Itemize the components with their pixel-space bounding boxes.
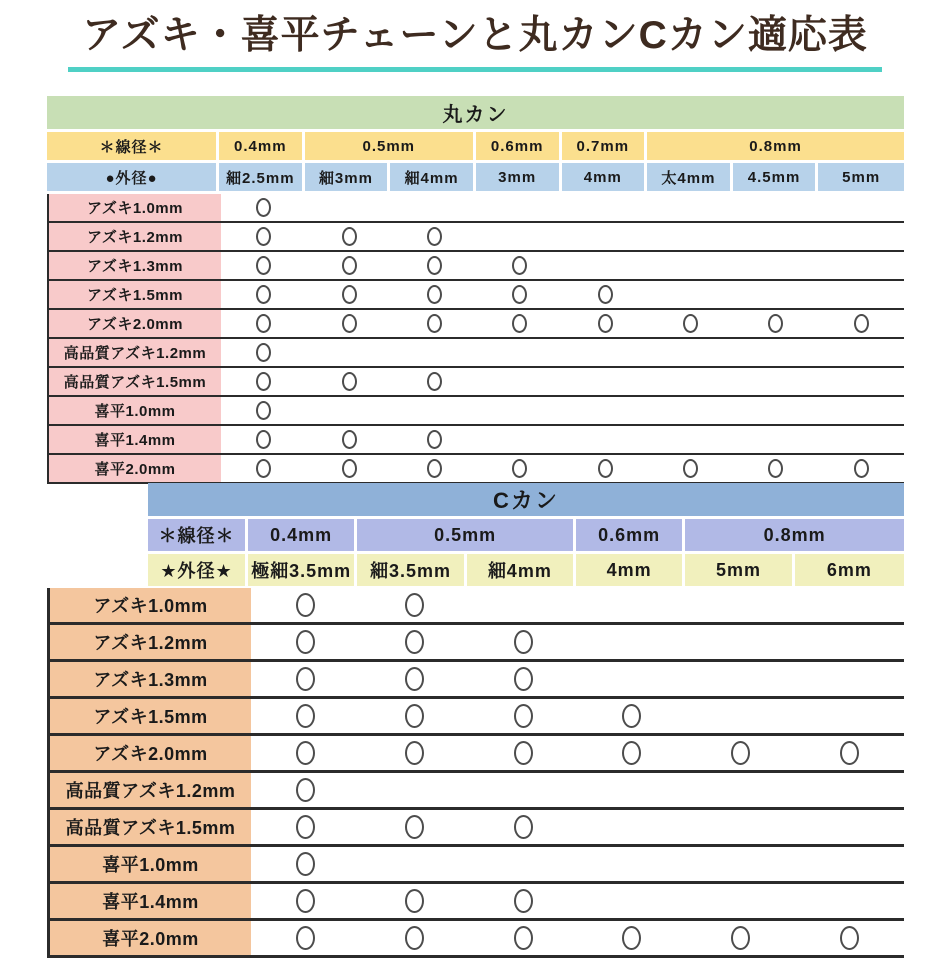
empty-cell xyxy=(795,699,904,733)
empty-cell xyxy=(648,252,733,279)
table-row-アズキ1.0mm xyxy=(47,194,904,223)
empty-cell xyxy=(686,625,795,659)
compatible-cell xyxy=(392,426,477,453)
compatible-cell xyxy=(221,397,306,424)
outer-diameter-4mm: 4mm xyxy=(576,554,685,586)
circle-mark-icon xyxy=(256,198,271,217)
circle-mark-icon xyxy=(256,343,271,362)
table-row-喜平2.0mm xyxy=(47,455,904,484)
table-row-アズキ1.2mm xyxy=(47,625,904,662)
empty-cell xyxy=(795,588,904,622)
wire-diameter-0.5mm: 0.5mm xyxy=(357,519,576,551)
compatible-cell xyxy=(477,252,562,279)
compatible-cell xyxy=(360,588,469,622)
empty-cell xyxy=(360,847,469,881)
circle-mark-icon xyxy=(342,256,357,275)
circle-mark-icon xyxy=(405,704,424,728)
compatible-cell xyxy=(221,281,306,308)
chain-label: 喜平2.0mm xyxy=(50,921,251,955)
circle-mark-icon xyxy=(427,459,442,478)
marukan-outer-diameter-row xyxy=(47,163,904,191)
circle-mark-icon xyxy=(405,815,424,839)
chain-label: アズキ1.5mm xyxy=(49,281,221,308)
table-row-アズキ1.5mm xyxy=(47,281,904,310)
circle-mark-icon xyxy=(405,889,424,913)
table-row-喜平1.0mm xyxy=(47,847,904,884)
circle-mark-icon xyxy=(296,778,315,802)
empty-cell xyxy=(819,368,904,395)
empty-cell xyxy=(578,625,687,659)
chain-label: 喜平1.4mm xyxy=(49,426,221,453)
outer-diameter-label: ●外径● xyxy=(47,163,219,191)
empty-cell xyxy=(686,847,795,881)
circle-mark-icon xyxy=(622,926,641,950)
circle-mark-icon xyxy=(342,430,357,449)
ckan-table-header: Cカン xyxy=(148,483,904,516)
empty-cell xyxy=(819,252,904,279)
empty-cell xyxy=(733,368,818,395)
empty-cell xyxy=(648,397,733,424)
compatible-cell xyxy=(221,339,306,366)
empty-cell xyxy=(686,810,795,844)
marukan-table xyxy=(47,96,904,484)
circle-mark-icon xyxy=(514,630,533,654)
wire-diameter-0.7mm: 0.7mm xyxy=(562,132,648,160)
compatible-cell xyxy=(360,736,469,770)
empty-cell xyxy=(733,281,818,308)
wire-diameter-0.6mm: 0.6mm xyxy=(576,519,685,551)
circle-mark-icon xyxy=(296,815,315,839)
table-row-アズキ1.5mm xyxy=(47,699,904,736)
table-row-アズキ2.0mm xyxy=(47,310,904,339)
empty-cell xyxy=(477,397,562,424)
circle-mark-icon xyxy=(256,285,271,304)
empty-cell xyxy=(306,194,391,221)
table-row-喜平1.4mm xyxy=(47,426,904,455)
empty-cell xyxy=(648,223,733,250)
chain-label: 高品質アズキ1.2mm xyxy=(50,773,251,807)
circle-mark-icon xyxy=(256,459,271,478)
circle-mark-icon xyxy=(342,285,357,304)
empty-cell xyxy=(578,847,687,881)
compatible-cell xyxy=(733,310,818,337)
empty-cell xyxy=(477,194,562,221)
empty-cell xyxy=(733,223,818,250)
circle-mark-icon xyxy=(256,430,271,449)
circle-mark-icon xyxy=(256,372,271,391)
empty-cell xyxy=(469,847,578,881)
compatible-cell xyxy=(251,736,360,770)
chain-label: アズキ1.3mm xyxy=(49,252,221,279)
compatible-cell xyxy=(306,455,391,482)
circle-mark-icon xyxy=(342,227,357,246)
circle-mark-icon xyxy=(296,852,315,876)
compatible-cell xyxy=(306,252,391,279)
table-row-高品質アズキ1.5mm xyxy=(47,368,904,397)
outer-diameter-5mm: 5mm xyxy=(818,163,904,191)
chain-label: 高品質アズキ1.5mm xyxy=(50,810,251,844)
circle-mark-icon xyxy=(405,630,424,654)
chain-label: アズキ1.0mm xyxy=(50,588,251,622)
chain-label: 喜平1.4mm xyxy=(50,884,251,918)
empty-cell xyxy=(648,281,733,308)
empty-cell xyxy=(469,773,578,807)
circle-mark-icon xyxy=(514,741,533,765)
empty-cell xyxy=(392,397,477,424)
circle-mark-icon xyxy=(622,704,641,728)
circle-mark-icon xyxy=(427,256,442,275)
empty-cell xyxy=(819,426,904,453)
circle-mark-icon xyxy=(622,741,641,765)
compatible-cell xyxy=(686,736,795,770)
compatible-cell xyxy=(392,223,477,250)
page-title: アズキ・喜平チェーンと丸カンCカン適応表 xyxy=(68,12,882,72)
table-row-喜平1.0mm xyxy=(47,397,904,426)
circle-mark-icon xyxy=(405,741,424,765)
chain-label: アズキ1.3mm xyxy=(50,662,251,696)
compatible-cell xyxy=(563,310,648,337)
marukan-table-header: 丸カン xyxy=(47,96,904,129)
compatible-cell xyxy=(469,810,578,844)
circle-mark-icon xyxy=(683,459,698,478)
compatible-cell xyxy=(469,699,578,733)
table-row-アズキ1.3mm xyxy=(47,662,904,699)
chain-label: アズキ1.2mm xyxy=(50,625,251,659)
compatible-cell xyxy=(360,662,469,696)
compatible-cell xyxy=(648,455,733,482)
compatible-cell xyxy=(306,368,391,395)
empty-cell xyxy=(819,223,904,250)
circle-mark-icon xyxy=(512,285,527,304)
compatible-cell xyxy=(392,252,477,279)
circle-mark-icon xyxy=(514,926,533,950)
empty-cell xyxy=(795,773,904,807)
empty-cell xyxy=(578,884,687,918)
ckan-table-head xyxy=(148,483,904,586)
empty-cell xyxy=(360,773,469,807)
empty-cell xyxy=(578,773,687,807)
table-row-喜平1.4mm xyxy=(47,884,904,921)
circle-mark-icon xyxy=(296,704,315,728)
empty-cell xyxy=(392,194,477,221)
wire-diameter-0.6mm: 0.6mm xyxy=(476,132,562,160)
circle-mark-icon xyxy=(427,372,442,391)
empty-cell xyxy=(795,847,904,881)
chain-label: アズキ1.5mm xyxy=(50,699,251,733)
table-row-高品質アズキ1.2mm xyxy=(47,773,904,810)
chain-label: アズキ1.0mm xyxy=(49,194,221,221)
compatible-cell xyxy=(563,455,648,482)
table-row-喜平2.0mm xyxy=(47,921,904,958)
table-row-アズキ1.2mm xyxy=(47,223,904,252)
empty-cell xyxy=(819,194,904,221)
chain-label: アズキ1.2mm xyxy=(49,223,221,250)
circle-mark-icon xyxy=(427,430,442,449)
circle-mark-icon xyxy=(514,667,533,691)
compatible-cell xyxy=(306,426,391,453)
compatible-cell xyxy=(477,281,562,308)
empty-cell xyxy=(648,426,733,453)
circle-mark-icon xyxy=(296,926,315,950)
empty-cell xyxy=(563,368,648,395)
ckan-table-body xyxy=(47,588,904,958)
compatible-cell xyxy=(392,281,477,308)
compatible-cell xyxy=(563,281,648,308)
empty-cell xyxy=(306,397,391,424)
empty-cell xyxy=(477,426,562,453)
empty-cell xyxy=(477,368,562,395)
circle-mark-icon xyxy=(768,314,783,333)
compatible-cell xyxy=(469,736,578,770)
compatible-cell xyxy=(306,281,391,308)
outer-diameter-極細3.5mm: 極細3.5mm xyxy=(248,554,357,586)
compatible-cell xyxy=(221,252,306,279)
circle-mark-icon xyxy=(296,741,315,765)
empty-cell xyxy=(477,339,562,366)
circle-mark-icon xyxy=(514,815,533,839)
compatible-cell xyxy=(392,310,477,337)
empty-cell xyxy=(563,426,648,453)
circle-mark-icon xyxy=(731,741,750,765)
table-row-高品質アズキ1.5mm xyxy=(47,810,904,847)
empty-cell xyxy=(648,339,733,366)
chain-label: アズキ2.0mm xyxy=(49,310,221,337)
empty-cell xyxy=(563,397,648,424)
circle-mark-icon xyxy=(342,372,357,391)
empty-cell xyxy=(686,699,795,733)
empty-cell xyxy=(795,625,904,659)
circle-mark-icon xyxy=(296,667,315,691)
compatible-cell xyxy=(392,455,477,482)
outer-diameter-6mm: 6mm xyxy=(795,554,904,586)
wire-diameter-0.4mm: 0.4mm xyxy=(219,132,305,160)
compatible-cell xyxy=(251,699,360,733)
outer-diameter-5mm: 5mm xyxy=(685,554,794,586)
outer-diameter-太4mm: 太4mm xyxy=(647,163,733,191)
outer-diameter-4mm: 4mm xyxy=(562,163,648,191)
empty-cell xyxy=(578,662,687,696)
circle-mark-icon xyxy=(427,285,442,304)
empty-cell xyxy=(306,339,391,366)
wire-diameter-0.8mm: 0.8mm xyxy=(685,519,904,551)
empty-cell xyxy=(686,773,795,807)
outer-diameter-細4mm: 細4mm xyxy=(467,554,576,586)
compatible-cell xyxy=(251,588,360,622)
circle-mark-icon xyxy=(768,459,783,478)
circle-mark-icon xyxy=(256,227,271,246)
empty-cell xyxy=(648,194,733,221)
circle-mark-icon xyxy=(405,667,424,691)
outer-diameter-4.5mm: 4.5mm xyxy=(733,163,819,191)
empty-cell xyxy=(733,339,818,366)
compatible-cell xyxy=(477,310,562,337)
compatible-cell xyxy=(477,455,562,482)
empty-cell xyxy=(795,884,904,918)
compatible-cell xyxy=(251,625,360,659)
compatible-cell xyxy=(795,736,904,770)
circle-mark-icon xyxy=(256,401,271,420)
compatible-cell xyxy=(360,699,469,733)
compatible-cell xyxy=(578,699,687,733)
empty-cell xyxy=(578,588,687,622)
circle-mark-icon xyxy=(840,741,859,765)
title-area xyxy=(0,12,950,72)
empty-cell xyxy=(392,339,477,366)
compatible-cell xyxy=(251,884,360,918)
wire-diameter-label: ＊線径＊ xyxy=(47,132,219,160)
empty-cell xyxy=(795,810,904,844)
empty-cell xyxy=(819,281,904,308)
empty-cell xyxy=(686,884,795,918)
compatible-cell xyxy=(221,223,306,250)
outer-diameter-細2.5mm: 細2.5mm xyxy=(219,163,305,191)
empty-cell xyxy=(733,426,818,453)
compatible-cell xyxy=(221,426,306,453)
outer-diameter-label: ★外径★ xyxy=(148,554,248,586)
circle-mark-icon xyxy=(405,926,424,950)
circle-mark-icon xyxy=(731,926,750,950)
chain-label: 高品質アズキ1.2mm xyxy=(49,339,221,366)
empty-cell xyxy=(733,397,818,424)
circle-mark-icon xyxy=(514,889,533,913)
chain-label: 喜平2.0mm xyxy=(49,455,221,482)
compatible-cell xyxy=(221,368,306,395)
circle-mark-icon xyxy=(296,593,315,617)
chain-label: 喜平1.0mm xyxy=(50,847,251,881)
circle-mark-icon xyxy=(854,459,869,478)
empty-cell xyxy=(686,662,795,696)
marukan-table-body xyxy=(47,194,904,484)
empty-cell xyxy=(733,194,818,221)
circle-mark-icon xyxy=(854,314,869,333)
compatible-cell xyxy=(306,310,391,337)
wire-diameter-0.4mm: 0.4mm xyxy=(248,519,357,551)
circle-mark-icon xyxy=(598,314,613,333)
circle-mark-icon xyxy=(296,630,315,654)
empty-cell xyxy=(795,662,904,696)
circle-mark-icon xyxy=(427,314,442,333)
wire-diameter-0.5mm: 0.5mm xyxy=(305,132,476,160)
table-row-アズキ1.0mm xyxy=(47,588,904,625)
empty-cell xyxy=(733,252,818,279)
compatible-cell xyxy=(221,310,306,337)
circle-mark-icon xyxy=(840,926,859,950)
empty-cell xyxy=(477,223,562,250)
empty-cell xyxy=(563,223,648,250)
compatible-cell xyxy=(469,625,578,659)
circle-mark-icon xyxy=(512,459,527,478)
chain-label: 高品質アズキ1.5mm xyxy=(49,368,221,395)
circle-mark-icon xyxy=(514,704,533,728)
compatible-cell xyxy=(251,810,360,844)
chain-label: 喜平1.0mm xyxy=(49,397,221,424)
compatible-cell xyxy=(221,455,306,482)
compatible-cell xyxy=(360,810,469,844)
compatible-cell xyxy=(819,310,904,337)
ckan-outer-diameter-row xyxy=(148,554,904,586)
compatible-cell xyxy=(733,455,818,482)
circle-mark-icon xyxy=(683,314,698,333)
circle-mark-icon xyxy=(427,227,442,246)
circle-mark-icon xyxy=(598,285,613,304)
circle-mark-icon xyxy=(256,256,271,275)
circle-mark-icon xyxy=(512,256,527,275)
compatible-cell xyxy=(251,847,360,881)
compatible-cell xyxy=(469,662,578,696)
compatible-cell xyxy=(819,455,904,482)
empty-cell xyxy=(686,588,795,622)
circle-mark-icon xyxy=(512,314,527,333)
outer-diameter-細3.5mm: 細3.5mm xyxy=(357,554,466,586)
empty-cell xyxy=(578,810,687,844)
marukan-wire-diameter-row xyxy=(47,132,904,160)
circle-mark-icon xyxy=(256,314,271,333)
circle-mark-icon xyxy=(342,314,357,333)
outer-diameter-細4mm: 細4mm xyxy=(390,163,476,191)
outer-diameter-細3mm: 細3mm xyxy=(305,163,391,191)
empty-cell xyxy=(469,588,578,622)
circle-mark-icon xyxy=(405,593,424,617)
circle-mark-icon xyxy=(342,459,357,478)
table-row-アズキ2.0mm xyxy=(47,736,904,773)
empty-cell xyxy=(648,368,733,395)
empty-cell xyxy=(563,339,648,366)
compatible-cell xyxy=(578,736,687,770)
compatible-cell xyxy=(360,625,469,659)
table-row-アズキ1.3mm xyxy=(47,252,904,281)
compatible-cell xyxy=(306,223,391,250)
ckan-wire-diameter-row xyxy=(148,519,904,551)
compatible-cell xyxy=(251,773,360,807)
compatible-cell xyxy=(251,662,360,696)
empty-cell xyxy=(563,194,648,221)
compatible-cell xyxy=(360,884,469,918)
circle-mark-icon xyxy=(598,459,613,478)
empty-cell xyxy=(819,339,904,366)
compatible-cell xyxy=(221,194,306,221)
circle-mark-icon xyxy=(296,889,315,913)
chain-label: アズキ2.0mm xyxy=(50,736,251,770)
compatible-cell xyxy=(469,884,578,918)
empty-cell xyxy=(563,252,648,279)
outer-diameter-3mm: 3mm xyxy=(476,163,562,191)
compatible-cell xyxy=(648,310,733,337)
empty-cell xyxy=(819,397,904,424)
table-row-高品質アズキ1.2mm xyxy=(47,339,904,368)
wire-diameter-0.8mm: 0.8mm xyxy=(647,132,904,160)
compatible-cell xyxy=(392,368,477,395)
wire-diameter-label: ＊線径＊ xyxy=(148,519,248,551)
